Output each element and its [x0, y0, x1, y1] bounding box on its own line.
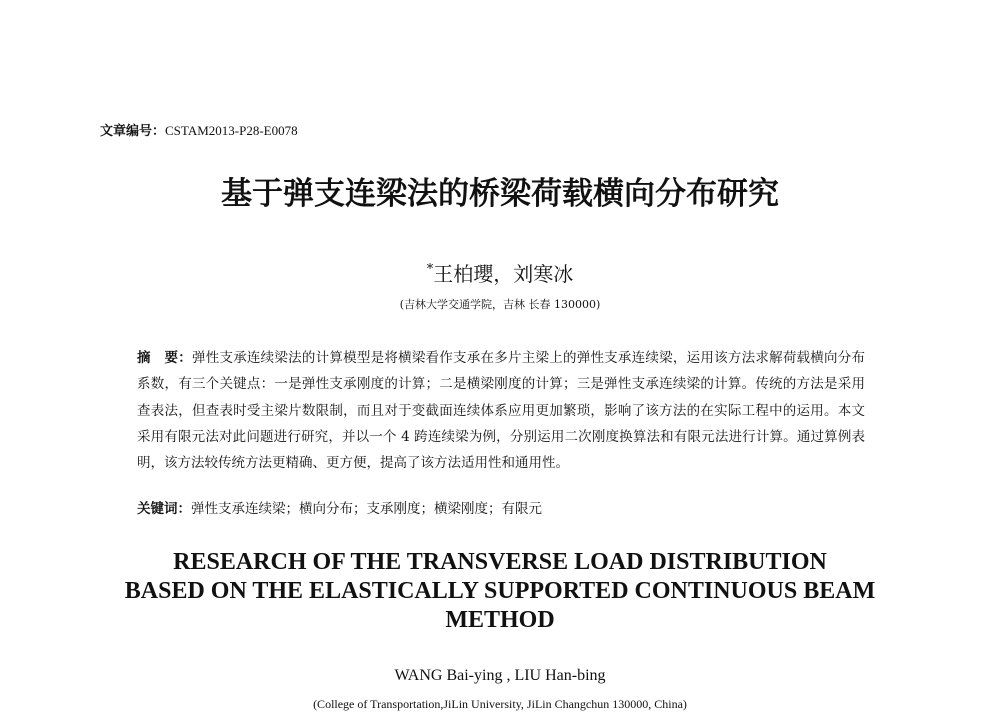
english-title-line: BASED ON THE ELASTICALLY SUPPORTED CONTINUOUS BEAM	[124, 578, 876, 604]
abstract	[137, 345, 865, 476]
english-affiliation: (College of Transportation,JiLin University, JiLin Changchun 130000, China)	[313, 697, 687, 711]
chinese-affiliation: (吉林大学交通学院，吉林 长春 130000)	[399, 298, 601, 311]
abstract-line: 法适用性和通用性。	[447, 455, 569, 472]
abstract-line: 荷载横向分布系数，有三个关键点：一是弹性支承刚度的计算；二是横梁刚度的计算；三是弹性支承连续梁	[137, 350, 866, 393]
keywords	[137, 497, 542, 517]
abstract-line: 响了该方法的在实际工程中的运用。本文采用有限元法对此问题进行研究，并以一个 4 跨连续梁为例，分别	[137, 402, 866, 445]
corresponding-author-mark: *	[426, 262, 434, 277]
english-authors: WANG Bai-ying , LIU Han-bing	[394, 667, 606, 684]
chinese-title: 基于弹支连梁法的桥梁荷载横向分布研究	[221, 176, 779, 212]
abstract-label: 摘 要：	[137, 350, 192, 366]
article-number-code: CSTAM2013-P28-E0078	[165, 123, 298, 138]
abstract-line: 运用二次刚度换算法和有限元法进行计算。通过算例表明，该方法较传统方法更精确、更方便，提高了该方	[137, 428, 866, 472]
keywords-label: 关键词：	[137, 501, 191, 517]
abstract-line: 的计算。传统的方法是采用查表法，但查表时受主梁片数限制，而且对于变截面连续体系应用更加繁琐，影	[137, 376, 866, 419]
chinese-authors	[0, 258, 1000, 287]
english-title	[0, 548, 1000, 635]
article-number	[100, 120, 298, 139]
keywords-text: 弹性支承连续梁；横向分布；支承刚度；横梁刚度；有限元	[191, 501, 542, 517]
chinese-author-names: 王柏瓔，刘寒冰	[433, 262, 574, 286]
english-title-line: METHOD	[445, 607, 555, 633]
article-number-label: 文章编号：	[100, 124, 166, 139]
english-title-line: RESEARCH OF THE TRANSVERSE LOAD DISTRIBUTION	[173, 549, 827, 575]
abstract-line: 弹性支承连续梁法的计算模型是将横梁看作支承在多片主梁上的弹性支承连续梁，运用该方法求解	[191, 350, 783, 366]
